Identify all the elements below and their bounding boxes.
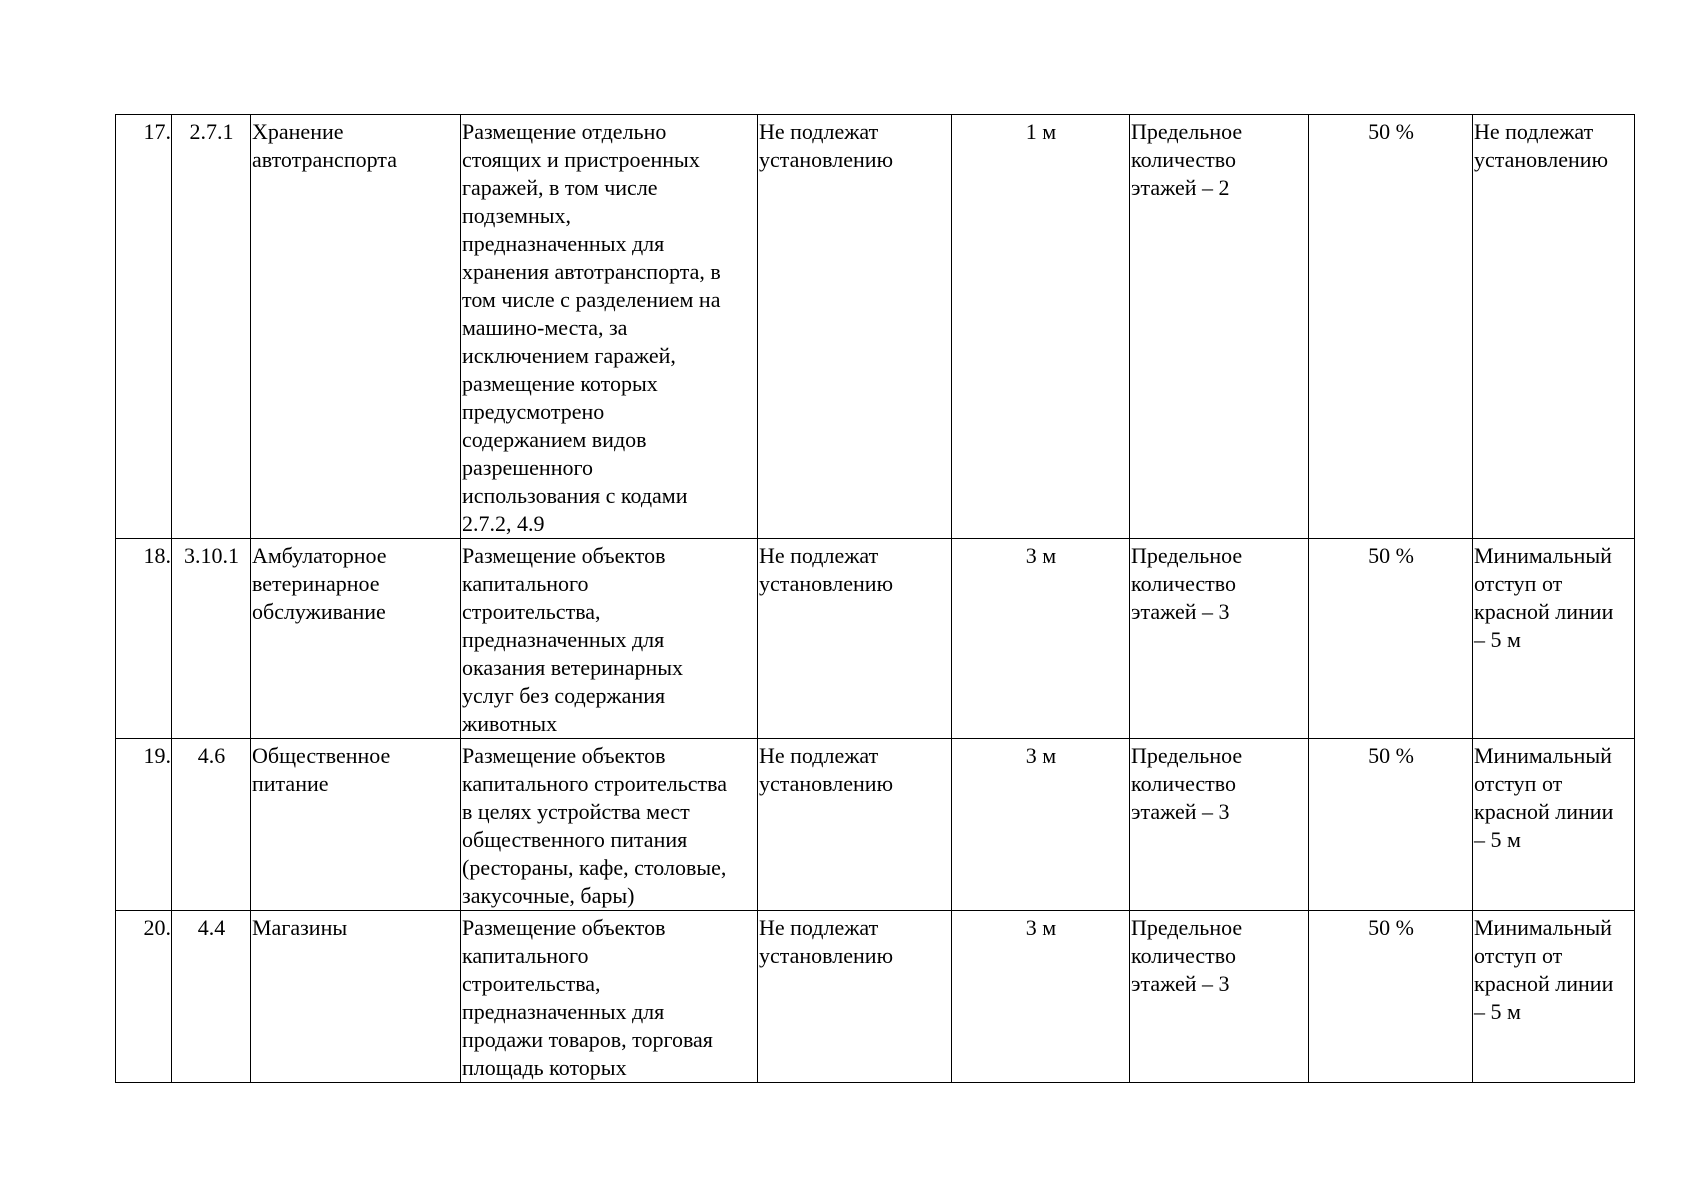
row-number: 20.	[116, 911, 172, 1083]
table-row	[116, 115, 1635, 539]
table-row	[116, 539, 1635, 739]
min-setback: 3 м	[952, 739, 1130, 911]
max-coverage: 50 %	[1309, 115, 1473, 539]
other-params: Не подлежат установлению	[1473, 115, 1635, 539]
other-params: Минимальный отступ от красной линии – 5 м	[1473, 739, 1635, 911]
max-coverage: 50 %	[1309, 539, 1473, 739]
use-name: Амбулаторное ветеринарное обслуживание	[251, 539, 461, 739]
use-code: 3.10.1	[172, 539, 251, 739]
table-row	[116, 739, 1635, 911]
min-setback: 3 м	[952, 539, 1130, 739]
max-floors: Предельное количество этажей – 2	[1130, 115, 1309, 539]
row-number: 18.	[116, 539, 172, 739]
max-coverage: 50 %	[1309, 739, 1473, 911]
other-params: Минимальный отступ от красной линии – 5 м	[1473, 539, 1635, 739]
max-floors: Предельное количество этажей – 3	[1130, 739, 1309, 911]
regulations-table	[115, 114, 1635, 1083]
use-description: Размещение объектов капитального строительства, предназначенных для оказания ветеринарных услуг без содержания животных	[461, 539, 758, 739]
max-floors: Предельное количество этажей – 3	[1130, 539, 1309, 739]
use-code: 2.7.1	[172, 115, 251, 539]
min-setback: 1 м	[952, 115, 1130, 539]
area-limits: Не подлежат установлению	[758, 911, 952, 1083]
table-row	[116, 911, 1635, 1083]
min-setback: 3 м	[952, 911, 1130, 1083]
use-description: Размещение объектов капитального строительства, предназначенных для продажи товаров, торговая площадь которых	[461, 911, 758, 1083]
use-description: Размещение объектов капитального строительства в целях устройства мест общественного питания (рестораны, кафе, столовые, закусочные, бары)	[461, 739, 758, 911]
use-name: Хранение автотранспорта	[251, 115, 461, 539]
other-params: Минимальный отступ от красной линии – 5 м	[1473, 911, 1635, 1083]
use-name: Магазины	[251, 911, 461, 1083]
use-description: Размещение отдельно стоящих и пристроенных гаражей, в том числе подземных, предназначенных для хранения автотранспорта, в том числе с разделением на машино-места, за исключением гаражей, размещение которых предусмотрено содержанием видов разрешенного использования с кодами 2.7.2, 4.9	[461, 115, 758, 539]
row-number: 19.	[116, 739, 172, 911]
max-floors: Предельное количество этажей – 3	[1130, 911, 1309, 1083]
area-limits: Не подлежат установлению	[758, 115, 952, 539]
row-number: 17.	[116, 115, 172, 539]
use-code: 4.4	[172, 911, 251, 1083]
use-code: 4.6	[172, 739, 251, 911]
max-coverage: 50 %	[1309, 911, 1473, 1083]
area-limits: Не подлежат установлению	[758, 739, 952, 911]
use-name: Общественное питание	[251, 739, 461, 911]
area-limits: Не подлежат установлению	[758, 539, 952, 739]
